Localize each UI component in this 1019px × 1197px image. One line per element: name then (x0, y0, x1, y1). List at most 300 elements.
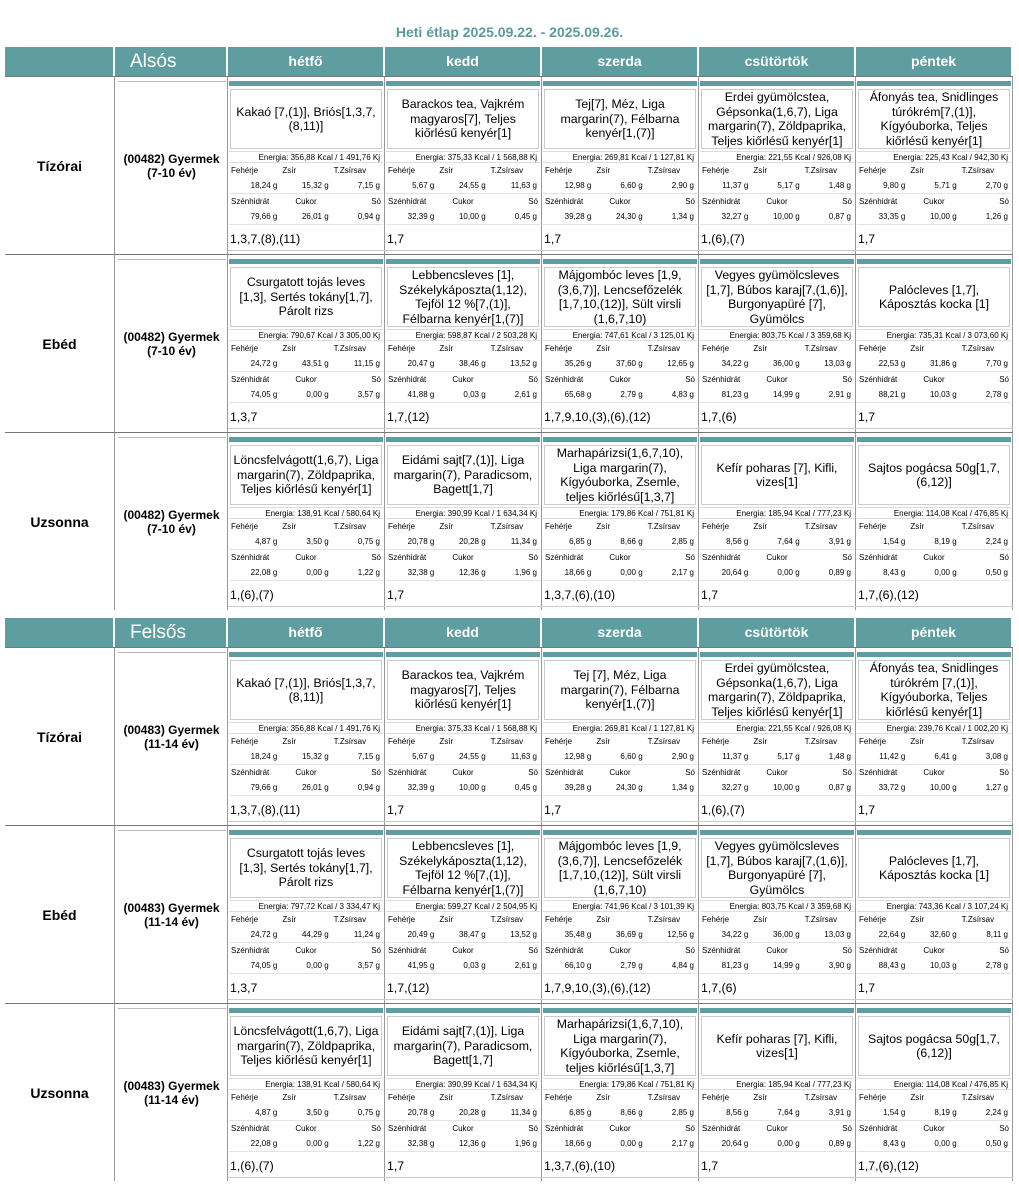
label-sat-fat: T.Zsírsav (333, 522, 367, 531)
day-header: szerda (542, 47, 699, 76)
cell-accent-bar (700, 259, 854, 264)
sat-fat-value: 3,91 g (828, 537, 851, 546)
label-protein: Fehérje (231, 522, 259, 531)
nutrient-values-2 (543, 957, 697, 974)
label-protein: Fehérje (388, 1093, 416, 1102)
label-protein: Fehérje (702, 737, 730, 746)
sugar-value: 2,79 g (620, 961, 643, 970)
allergen-codes: 1,7 (701, 588, 719, 602)
salt-value: 0,94 g (357, 212, 380, 221)
meal-name: Uzsonna (5, 433, 115, 610)
label-sat-fat: T.Zsírsav (490, 737, 524, 746)
day-header: kedd (385, 47, 542, 76)
protein-value: 5,67 g (412, 181, 435, 190)
nutrient-labels-2 (857, 944, 1011, 957)
menu-items: Marhapárizsi(1,6,7,10), Liga margarin(7), Kígyóuborka, Zsemle, teljes kiőrlésű[1,3,7] (544, 1016, 696, 1076)
carbs-value: 20,64 g (721, 1139, 749, 1148)
sugar-value: 2,79 g (620, 390, 643, 399)
salt-value: 1,26 g (985, 212, 1008, 221)
nutrient-labels-2 (229, 195, 383, 208)
label-carbs: Szénhidrát (231, 768, 270, 777)
salt-value: 3,57 g (357, 961, 380, 970)
sugar-value: 0,00 g (777, 1139, 800, 1148)
carbs-value: 18,66 g (564, 1139, 592, 1148)
fat-value: 3,50 g (306, 1108, 329, 1117)
salt-value: 1,96 g (514, 568, 537, 577)
sat-fat-value: 12,65 g (667, 359, 694, 368)
label-sugar: Cukor (766, 768, 788, 777)
menu-items: Kakaó [7,(1)], Briós[1,3,7,(8,11)] (230, 660, 382, 720)
label-sat-fat: T.Zsírsav (647, 1093, 681, 1102)
label-sat-fat: T.Zsírsav (490, 1093, 524, 1102)
nutrient-labels-2 (543, 766, 697, 779)
menu-cell (228, 77, 385, 254)
label-carbs: Szénhidrát (388, 375, 427, 384)
label-carbs: Szénhidrát (545, 197, 584, 206)
age-group-label: (00482) Gyermek (7-10 év) (123, 329, 220, 358)
nutrient-labels-1 (229, 913, 383, 926)
nutrient-labels-1 (543, 520, 697, 533)
menu-cell (542, 255, 699, 432)
nutrient-values-1 (229, 177, 383, 194)
allergen-codes: 1,7 (387, 1159, 405, 1173)
label-fat: Zsír (753, 915, 768, 924)
sugar-value: 0,00 g (306, 568, 329, 577)
label-carbs: Szénhidrát (859, 553, 898, 562)
carbs-value: 65,68 g (564, 390, 592, 399)
cell-accent-bar (543, 437, 697, 442)
fat-value: 15,32 g (301, 181, 329, 190)
cell-accent-bar (700, 81, 854, 86)
carbs-value: 22,08 g (250, 1139, 278, 1148)
protein-value: 6,85 g (569, 1108, 592, 1117)
fat-value: 36,69 g (615, 930, 643, 939)
label-protein: Fehérje (231, 344, 259, 353)
carbs-value: 33,35 g (878, 212, 906, 221)
label-carbs: Szénhidrát (859, 375, 898, 384)
salt-value: 2,78 g (985, 961, 1008, 970)
menu-cell (699, 77, 856, 254)
carbs-value: 81,23 g (721, 390, 749, 399)
day-header: péntek (856, 618, 1011, 647)
allergen-codes: 1,7 (858, 410, 876, 424)
nutrient-labels-2 (857, 551, 1011, 564)
label-salt: Só (999, 946, 1010, 955)
label-salt: Só (999, 1124, 1010, 1133)
cell-accent-bar (857, 652, 1011, 657)
sugar-value: 0,03 g (463, 961, 486, 970)
nutrient-values-2 (229, 208, 383, 225)
fat-value: 8,19 g (934, 1108, 957, 1117)
label-carbs: Szénhidrát (859, 946, 898, 955)
nutrient-values-1 (229, 926, 383, 943)
protein-value: 34,22 g (721, 359, 749, 368)
salt-value: 1,34 g (671, 212, 694, 221)
label-sat-fat: T.Zsírsav (804, 737, 838, 746)
label-salt: Só (842, 553, 853, 562)
energy-value: Energia: 743,36 Kcal / 3 107,24 Kj (857, 900, 1011, 912)
label-salt: Só (685, 553, 696, 562)
label-fat: Zsír (596, 915, 611, 924)
protein-value: 20,49 g (407, 930, 435, 939)
nutrient-labels-1 (229, 164, 383, 177)
menu-cell (385, 255, 542, 432)
label-salt: Só (842, 197, 853, 206)
protein-value: 20,78 g (407, 1108, 435, 1117)
allergen-codes: 1,3,7 (230, 981, 258, 995)
label-carbs: Szénhidrát (231, 1124, 270, 1133)
label-sugar: Cukor (609, 768, 631, 777)
salt-value: 2,61 g (514, 390, 537, 399)
nutrient-labels-1 (229, 342, 383, 355)
nutrient-values-1 (386, 748, 540, 765)
menu-items: Csurgatott tojás leves [1,3], Sertés tokány[1,7], Párolt rizs (230, 267, 382, 327)
label-sat-fat: T.Zsírsav (647, 522, 681, 531)
protein-value: 8,56 g (726, 1108, 749, 1117)
nutrient-values-1 (229, 355, 383, 372)
sat-fat-value: 13,03 g (824, 359, 851, 368)
nutrient-labels-2 (229, 766, 383, 779)
nutrient-labels-1 (543, 164, 697, 177)
menu-items: Löncsfelvágott(1,6,7), Liga margarin(7), Zöldpaprika, Teljes kiőrlésű kenyér[1] (230, 1016, 382, 1076)
cell-accent-bar (229, 1008, 383, 1013)
label-protein: Fehérje (702, 1093, 730, 1102)
menu-items: Palócleves [1,7], Káposztás kocka [1] (858, 267, 1010, 327)
nutrient-values-1 (857, 926, 1011, 943)
fat-value: 38,47 g (458, 930, 486, 939)
nutrient-labels-2 (229, 551, 383, 564)
label-sat-fat: T.Zsírsav (333, 344, 367, 353)
protein-value: 8,56 g (726, 537, 749, 546)
menu-items: Tej [7], Méz, Liga margarin(7), Félbarna kenyér[1,(7)] (544, 660, 696, 720)
menu-cell (856, 1004, 1013, 1181)
allergen-codes: 1,3,7,(8),(11) (230, 803, 301, 817)
cell-accent-bar (543, 830, 697, 835)
salt-value: 0,50 g (985, 568, 1008, 577)
allergen-codes: 1,7 (387, 803, 405, 817)
fat-value: 31,86 g (929, 359, 957, 368)
nutrient-values-2 (700, 564, 854, 581)
label-sugar: Cukor (452, 768, 474, 777)
protein-value: 20,47 g (407, 359, 435, 368)
sugar-value: 24,30 g (615, 212, 643, 221)
sat-fat-value: 2,24 g (985, 1108, 1008, 1117)
label-sat-fat: T.Zsírsav (804, 1093, 838, 1102)
allergen-codes: 1,7,9,10,(3),(6),(12) (544, 981, 651, 995)
nutrient-values-1 (700, 1104, 854, 1121)
label-salt: Só (999, 375, 1010, 384)
label-sugar: Cukor (923, 553, 945, 562)
nutrient-values-1 (386, 177, 540, 194)
energy-value: Energia: 797,72 Kcal / 3 334,47 Kj (229, 900, 383, 912)
menu-items: Vegyes gyümölcsleves [1,7], Búbos karaj[7,(1,6)], Burgonyapüré [7], Gyümölcs (701, 838, 853, 898)
menu-cell (699, 648, 856, 825)
label-fat: Zsír (282, 737, 297, 746)
meal-row (5, 76, 1013, 254)
protein-value: 5,67 g (412, 752, 435, 761)
label-carbs: Szénhidrát (231, 553, 270, 562)
fat-value: 38,46 g (458, 359, 486, 368)
fat-value: 3,50 g (306, 537, 329, 546)
nutrient-labels-2 (386, 195, 540, 208)
fat-value: 5,17 g (777, 181, 800, 190)
label-salt: Só (685, 946, 696, 955)
nutrient-labels-2 (857, 1122, 1011, 1135)
header-blank (5, 618, 115, 647)
label-fat: Zsír (282, 344, 297, 353)
sat-fat-value: 7,15 g (357, 181, 380, 190)
label-salt: Só (999, 768, 1010, 777)
label-protein: Fehérje (545, 522, 573, 531)
meal-row (5, 432, 1013, 610)
age-group-label: (00482) Gyermek (7-10 év) (123, 151, 220, 180)
energy-value: Energia: 185,94 Kcal / 777,23 Kj (700, 1078, 854, 1090)
energy-value: Energia: 114,08 Kcal / 476,85 Kj (857, 507, 1011, 519)
carbs-value: 33,72 g (878, 783, 906, 792)
label-carbs: Szénhidrát (859, 768, 898, 777)
cell-accent-bar (386, 830, 540, 835)
nutrient-values-2 (700, 957, 854, 974)
age-group (116, 826, 228, 1003)
menu-items: Marhapárizsi(1,6,7,10), Liga margarin(7), Kígyóuborka, Zsemle, teljes kiőrlésű[1,3,7] (544, 445, 696, 505)
label-carbs: Szénhidrát (545, 553, 584, 562)
label-sugar: Cukor (295, 1124, 317, 1133)
salt-value: 0,94 g (357, 783, 380, 792)
salt-value: 0,45 g (514, 783, 537, 792)
energy-value: Energia: 735,31 Kcal / 3 073,60 Kj (857, 329, 1011, 341)
label-protein: Fehérje (231, 166, 259, 175)
nutrient-values-2 (386, 1135, 540, 1152)
nutrient-values-2 (857, 1135, 1011, 1152)
allergen-codes: 1,7 (544, 232, 562, 246)
nutrient-labels-1 (386, 342, 540, 355)
label-protein: Fehérje (545, 344, 573, 353)
label-sat-fat: T.Zsírsav (804, 522, 838, 531)
carbs-value: 32,38 g (407, 1139, 435, 1148)
sat-fat-value: 11,15 g (353, 359, 380, 368)
label-sugar: Cukor (609, 375, 631, 384)
cell-accent-bar (700, 1008, 854, 1013)
nutrient-values-2 (386, 386, 540, 403)
carbs-value: 79,66 g (250, 783, 278, 792)
salt-value: 1,27 g (985, 783, 1008, 792)
sugar-value: 0,00 g (306, 1139, 329, 1148)
cell-accent-bar (857, 81, 1011, 86)
menu-items: Sajtos pogácsa 50g[1,7,(6,12)] (858, 445, 1010, 505)
menu-cell (699, 1004, 856, 1181)
allergen-codes: 1,(6),(7) (701, 232, 745, 246)
nutrient-values-1 (700, 533, 854, 550)
energy-value: Energia: 138,91 Kcal / 580,64 Kj (229, 507, 383, 519)
label-salt: Só (842, 1124, 853, 1133)
sat-fat-value: 1,48 g (828, 181, 851, 190)
sugar-value: 0,00 g (777, 568, 800, 577)
label-sat-fat: T.Zsírsav (647, 737, 681, 746)
label-protein: Fehérje (231, 915, 259, 924)
nutrient-values-2 (386, 957, 540, 974)
sat-fat-value: 2,70 g (985, 181, 1008, 190)
energy-value: Energia: 599,27 Kcal / 2 504,95 Kj (386, 900, 540, 912)
label-sat-fat: T.Zsírsav (961, 522, 995, 531)
menu-items: Májgombóc leves [1,9,(3,6,7)], Lencsefőzelék [1,7,10,(12)], Sült virsli (1,6,7,10) (544, 267, 696, 327)
cell-accent-bar (229, 830, 383, 835)
energy-value: Energia: 375,33 Kcal / 1 568,88 Kj (386, 151, 540, 163)
energy-value: Energia: 747,61 Kcal / 3 125,01 Kj (543, 329, 697, 341)
salt-value: 1,34 g (671, 783, 694, 792)
table-header (5, 618, 1013, 647)
nutrient-values-2 (857, 386, 1011, 403)
cell-accent-bar (857, 259, 1011, 264)
allergen-codes: 1,7,(6) (701, 981, 737, 995)
nutrient-labels-1 (700, 1091, 854, 1104)
page-title: Heti étlap 2025.09.22. - 2025.09.26. (395, 24, 624, 40)
meal-name: Uzsonna (5, 1004, 115, 1181)
nutrient-labels-1 (857, 342, 1011, 355)
label-protein: Fehérje (859, 737, 887, 746)
nutrient-values-2 (229, 957, 383, 974)
group-name: Felsős (115, 618, 228, 647)
sugar-value: 10,03 g (929, 390, 957, 399)
nutrient-labels-2 (543, 944, 697, 957)
nutrient-labels-1 (229, 1091, 383, 1104)
label-protein: Fehérje (702, 915, 730, 924)
fat-value: 43,51 g (301, 359, 329, 368)
sugar-value: 0,00 g (620, 1139, 643, 1148)
sugar-value: 10,00 g (458, 212, 486, 221)
label-carbs: Szénhidrát (702, 197, 741, 206)
label-protein: Fehérje (545, 737, 573, 746)
label-sat-fat: T.Zsírsav (961, 1093, 995, 1102)
nutrient-values-1 (229, 748, 383, 765)
label-salt: Só (371, 553, 382, 562)
allergen-codes: 1,7 (701, 1159, 719, 1173)
fat-value: 8,66 g (620, 1108, 643, 1117)
meal-name: Tízórai (5, 648, 115, 825)
energy-value: Energia: 741,96 Kcal / 3 101,39 Kj (543, 900, 697, 912)
label-salt: Só (999, 197, 1010, 206)
label-fat: Zsír (439, 1093, 454, 1102)
nutrient-labels-1 (857, 913, 1011, 926)
menu-cell (699, 433, 856, 610)
label-protein: Fehérje (388, 166, 416, 175)
meal-name: Ebéd (5, 255, 115, 432)
nutrient-values-2 (543, 779, 697, 796)
cell-accent-bar (700, 830, 854, 835)
group-name: Alsós (115, 47, 228, 76)
menu-cell (856, 255, 1013, 432)
menu-items: Erdei gyümölcstea, Gépsonka(1,6,7), Liga margarin(7), Zöldpaprika, Teljes kiőrlésű kenyér[1] (701, 660, 853, 720)
nutrient-labels-1 (700, 913, 854, 926)
menu-items: Májgombóc leves [1,9,(3,6,7)], Lencsefőzelék [1,7,10,(12)], Sült virsli (1,6,7,10) (544, 838, 696, 898)
meal-name: Ebéd (5, 826, 115, 1003)
protein-value: 12,98 g (564, 752, 592, 761)
label-fat: Zsír (910, 1093, 925, 1102)
label-sugar: Cukor (766, 375, 788, 384)
cell-accent-bar (229, 437, 383, 442)
label-fat: Zsír (596, 1093, 611, 1102)
sugar-value: 24,30 g (615, 783, 643, 792)
cell-accent-bar (857, 830, 1011, 835)
label-sat-fat: T.Zsírsav (961, 166, 995, 175)
nutrient-labels-2 (700, 195, 854, 208)
label-salt: Só (371, 946, 382, 955)
salt-value: 0,45 g (514, 212, 537, 221)
nutrient-values-1 (386, 926, 540, 943)
energy-value: Energia: 803,75 Kcal / 3 359,68 Kj (700, 329, 854, 341)
nutrient-values-1 (857, 1104, 1011, 1121)
fat-value: 20,28 g (458, 537, 486, 546)
label-carbs: Szénhidrát (702, 1124, 741, 1133)
menu-block-upper (5, 618, 1013, 1180)
label-fat: Zsír (910, 522, 925, 531)
protein-value: 22,64 g (878, 930, 906, 939)
salt-value: 0,89 g (828, 568, 851, 577)
label-carbs: Szénhidrát (388, 553, 427, 562)
salt-value: 2,17 g (671, 1139, 694, 1148)
nutrient-labels-1 (700, 342, 854, 355)
nutrient-labels-2 (700, 551, 854, 564)
menu-cell (542, 648, 699, 825)
label-fat: Zsír (596, 522, 611, 531)
menu-cell (542, 826, 699, 1003)
protein-value: 1,54 g (883, 537, 906, 546)
carbs-value: 32,27 g (721, 783, 749, 792)
label-fat: Zsír (596, 344, 611, 353)
menu-cell (228, 433, 385, 610)
protein-value: 11,37 g (722, 181, 749, 190)
nutrient-values-2 (386, 779, 540, 796)
sat-fat-value: 1,48 g (828, 752, 851, 761)
protein-value: 11,42 g (879, 752, 906, 761)
nutrient-labels-2 (543, 1122, 697, 1135)
day-header: péntek (856, 47, 1011, 76)
salt-value: 3,57 g (357, 390, 380, 399)
nutrient-values-1 (229, 533, 383, 550)
label-sat-fat: T.Zsírsav (647, 344, 681, 353)
label-protein: Fehérje (231, 1093, 259, 1102)
day-header: hétfő (228, 618, 385, 647)
protein-value: 9,80 g (883, 181, 906, 190)
cell-accent-bar (857, 1008, 1011, 1013)
label-sat-fat: T.Zsírsav (961, 737, 995, 746)
age-group-divider (118, 830, 226, 831)
menu-items: Lebbencsleves [1], Székelykáposzta(1,12), Tejföl 12 %[7,(1)], Félbarna kenyér[1,(7)] (387, 267, 539, 327)
cell-accent-bar (386, 259, 540, 264)
label-carbs: Szénhidrát (702, 553, 741, 562)
sat-fat-value: 11,34 g (510, 1108, 537, 1117)
nutrient-labels-2 (700, 944, 854, 957)
allergen-codes: 1,3,7,(8),(11) (230, 232, 301, 246)
nutrient-labels-2 (700, 373, 854, 386)
menu-items: Áfonyás tea, Snidlinges túrókrém [7,(1)], Kígyóuborka, Teljes kiőrlésű kenyér[1] (858, 660, 1010, 720)
menu-cell (385, 648, 542, 825)
carbs-value: 41,95 g (407, 961, 435, 970)
menu-items: Áfonyás tea, Snidlinges túrókrém[7,(1)], Kígyóuborka, Teljes kiőrlésű kenyér[1] (858, 89, 1010, 149)
salt-value: 2,78 g (985, 390, 1008, 399)
protein-value: 35,26 g (564, 359, 592, 368)
label-sugar: Cukor (295, 768, 317, 777)
sat-fat-value: 2,85 g (671, 1108, 694, 1117)
fat-value: 5,71 g (934, 181, 957, 190)
age-group (116, 1004, 228, 1181)
label-protein: Fehérje (545, 915, 573, 924)
energy-value: Energia: 225,43 Kcal / 942,30 Kj (857, 151, 1011, 163)
label-sugar: Cukor (295, 946, 317, 955)
fat-value: 24,55 g (458, 181, 486, 190)
nutrient-labels-2 (229, 373, 383, 386)
menu-cell (856, 77, 1013, 254)
allergen-codes: 1,3,7,(6),(10) (544, 1159, 616, 1173)
